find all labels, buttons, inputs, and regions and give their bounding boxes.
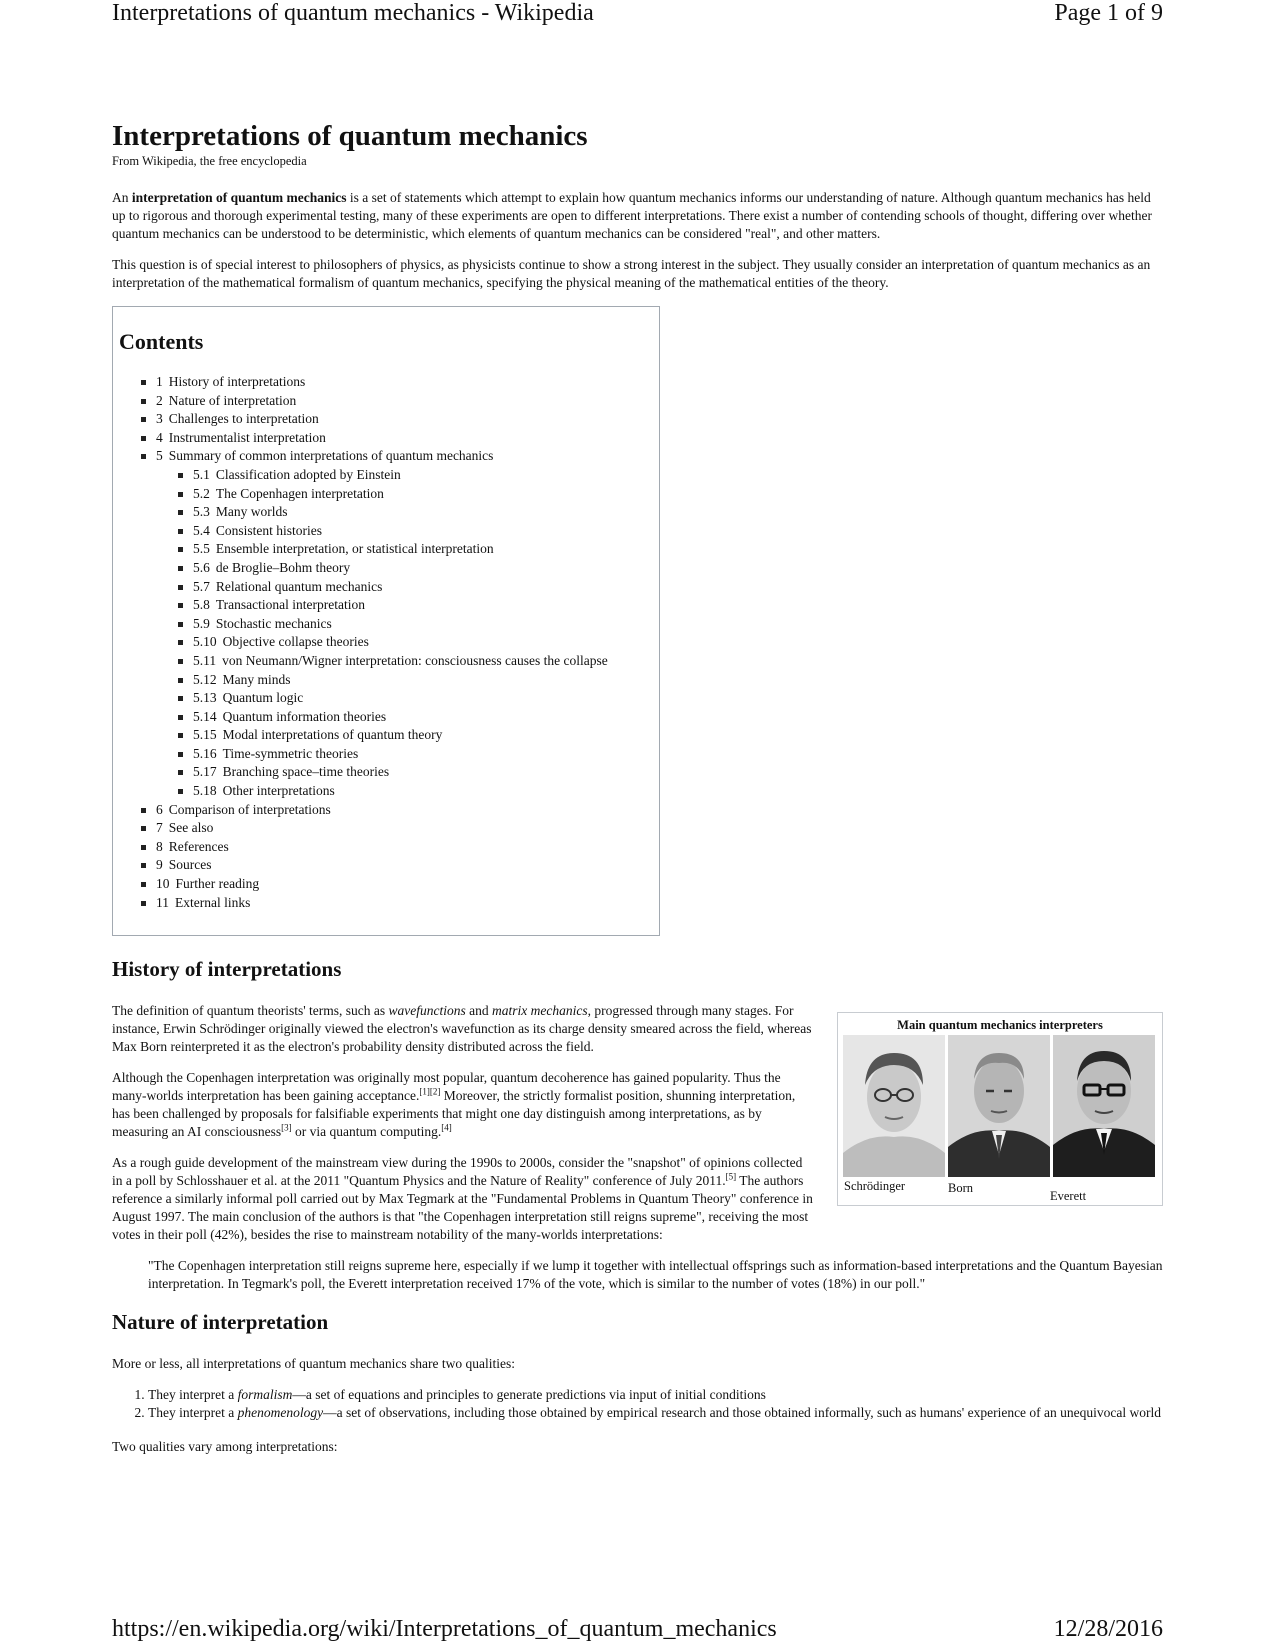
- term-matrix-mechanics: matrix mechanics: [492, 1003, 588, 1018]
- toc-item-number: 6: [156, 801, 163, 817]
- interpreters-figure: [837, 1012, 1163, 1206]
- toc-item-label[interactable]: History of interpretations: [168, 374, 306, 389]
- page-url: https://en.wikipedia.org/wiki/Interpretations_of_quantum_mechanics: [112, 1616, 777, 1642]
- toc-item-number: 10: [156, 876, 170, 892]
- toc-item[interactable]: [119, 540, 653, 559]
- toc-item[interactable]: [119, 578, 653, 597]
- toc-item-label[interactable]: Stochastic mechanics: [215, 615, 332, 631]
- toc-item-label[interactable]: References: [168, 838, 229, 854]
- toc-item-number: 5.14: [193, 708, 217, 724]
- history-text: Moreover, the strictly formalist position, shunning interpretation, has been challenged by proposals for falsifiable experiments that might one day distinguish among interpretations, as by measuring an AI consciousness: [112, 1088, 796, 1139]
- toc-item-label[interactable]: Time-symmetric theories: [222, 745, 359, 761]
- toc-item[interactable]: [119, 633, 653, 652]
- term-wavefunctions: wavefunctions: [388, 1003, 466, 1018]
- toc-item-label[interactable]: Sources: [168, 857, 212, 873]
- intro-paragraph-2: This question is of special interest to philosophers of physics, as physicists continue to show a strong interest in the subject. They usually consider an interpretation of quantum mechanics as an interpretation of the mathematical formalism of quantum mechanics, specifying the physical meaning of the mathematical entities of the theory.: [112, 257, 1151, 290]
- toc-item[interactable]: [119, 447, 653, 466]
- toc-item-label[interactable]: Quantum information theories: [222, 708, 387, 724]
- history-text: The authors reference a similarly informal poll carried out by Max Tegmark at the "Fundamental Problems in Quantum Theory" conference in August 1997. The main conclusion of the authors is that "the Copenhagen interpretation still reigns supreme", receiving the most votes in their poll (42%), besides the rise to mainstream notability of the many-worlds interpretations:: [112, 1173, 813, 1242]
- toc-item[interactable]: [119, 838, 653, 857]
- toc-item-number: 9: [156, 857, 163, 873]
- print-header: [112, 0, 1163, 27]
- toc-item-number: 5.18: [193, 783, 217, 799]
- toc-item-label[interactable]: See also: [168, 820, 214, 836]
- citation-link[interactable]: [3]: [281, 1122, 292, 1133]
- toc-item-label[interactable]: Relational quantum mechanics: [215, 578, 383, 594]
- toc-item[interactable]: [119, 522, 653, 541]
- toc-item[interactable]: [119, 689, 653, 708]
- toc-item-label[interactable]: Ensemble interpretation, or statistical interpretation: [215, 541, 494, 557]
- toc-item-label[interactable]: Quantum logic: [222, 690, 304, 706]
- toc-item-number: 5.3: [193, 504, 210, 520]
- history-text: As a rough guide development of the mainstream view during the 1990s to 2000s, consider the "snapshot" of opinions collected in a poll by Schlosshauer et al. at the 2011 "Quantum Physics and the Nature of Reality" conference of July 2011.: [112, 1155, 803, 1188]
- toc-item-label[interactable]: Branching space–time theories: [222, 764, 390, 780]
- toc-item[interactable]: [119, 894, 653, 913]
- toc-item[interactable]: [119, 856, 653, 875]
- toc-item-number: 5.10: [193, 634, 217, 650]
- toc-item-number: 5.12: [193, 671, 217, 687]
- toc-item-label[interactable]: Many worlds: [215, 504, 288, 520]
- toc-item[interactable]: [119, 726, 653, 745]
- citation-link[interactable]: [1][2]: [419, 1086, 441, 1097]
- poll-quote: "The Copenhagen interpretation still reigns supreme here, especially if we lump it together with intellectual offsprings such as information-based interpretations and the Quantum Bayesian interpretation. In Tegmark's poll, the Everett interpretation received 17% of the vote, which is similar to the number of votes (18%) in our poll.": [148, 1258, 1163, 1291]
- toc-item-number: 5.1: [193, 466, 210, 482]
- toc-item-number: 5.17: [193, 764, 217, 780]
- list-text: —a set of observations, including those obtained by empirical research and those obtained informally, such as humans' experience of an unequivocal world: [323, 1405, 1162, 1420]
- toc-item-number: 4: [156, 429, 163, 445]
- page-subtitle: From Wikipedia, the free encyclopedia: [112, 154, 307, 168]
- toc-item-label[interactable]: Classification adopted by Einstein: [215, 466, 401, 482]
- toc-item-number: 3: [156, 411, 163, 427]
- toc-item[interactable]: [119, 485, 653, 504]
- citation-link[interactable]: [5]: [725, 1171, 737, 1182]
- toc-item[interactable]: [119, 429, 653, 448]
- caption-schrodinger: Schrödinger: [844, 1179, 906, 1193]
- history-text: Although the Copenhagen interpretation was originally most popular, quantum decoherence has gained popularity. Thus the many-worlds interpretation has been gaining acceptance.: [112, 1070, 781, 1103]
- toc-item[interactable]: [119, 503, 653, 522]
- history-text: or via quantum computing.: [291, 1124, 442, 1139]
- history-text: The definition of quantum theorists' terms, such as: [112, 1003, 389, 1018]
- intro-bold-term: interpretation of quantum mechanics: [131, 190, 347, 205]
- list-text: They interpret a: [148, 1387, 238, 1402]
- toc-item-label[interactable]: The Copenhagen interpretation: [215, 485, 384, 501]
- intro-paragraph-1: [112, 189, 1163, 243]
- toc-item[interactable]: [119, 615, 653, 634]
- toc-item[interactable]: [119, 782, 653, 801]
- history-text: and: [465, 1003, 493, 1018]
- toc-item[interactable]: [119, 875, 653, 894]
- toc-title: Contents: [119, 329, 204, 354]
- toc-item[interactable]: [119, 652, 653, 671]
- toc-item-number: 5.8: [193, 597, 210, 613]
- toc-item[interactable]: [119, 745, 653, 764]
- table-of-contents: [112, 306, 660, 936]
- caption-born: Born: [948, 1181, 973, 1195]
- toc-item[interactable]: [119, 410, 653, 429]
- nature-intro: More or less, all interpretations of quantum mechanics share two qualities:: [112, 1356, 516, 1371]
- toc-item-label[interactable]: von Neumann/Wigner interpretation: consciousness causes the collapse: [222, 652, 608, 668]
- toc-item-number: 5: [156, 448, 163, 464]
- toc-item[interactable]: [119, 819, 653, 838]
- toc-item-number: 5.13: [193, 690, 217, 706]
- toc-item-number: 7: [156, 820, 163, 836]
- figure-title: Main quantum mechanics interpreters: [897, 1018, 1103, 1032]
- toc-item-number: 5.9: [193, 615, 210, 631]
- toc-item-number: 11: [156, 894, 169, 910]
- toc-item[interactable]: [119, 801, 653, 820]
- toc-item-label[interactable]: Transactional interpretation: [215, 597, 365, 613]
- print-header-title: Interpretations of quantum mechanics - Wikipedia: [112, 0, 594, 26]
- toc-item-label[interactable]: Modal interpretations of quantum theory: [222, 727, 443, 743]
- toc-item-number: 5.16: [193, 745, 217, 761]
- toc-item-number: 8: [156, 838, 163, 854]
- section-heading-nature: Nature of interpretation: [112, 1310, 329, 1334]
- article-body: [112, 120, 1163, 1469]
- toc-item[interactable]: [119, 708, 653, 727]
- toc-item[interactable]: [119, 596, 653, 615]
- toc-list: [119, 373, 653, 912]
- toc-item[interactable]: [119, 671, 653, 690]
- section-heading-history: History of interpretations: [112, 957, 342, 981]
- toc-item-number: 1: [156, 374, 163, 389]
- born-portrait[interactable]: [948, 1035, 1050, 1177]
- list-text: —a set of equations and principles to generate predictions via input of initial conditions: [292, 1387, 766, 1402]
- caption-everett: Everett: [1050, 1189, 1087, 1203]
- toc-item-label[interactable]: Objective collapse theories: [222, 634, 369, 650]
- toc-item-number: 5.5: [193, 541, 210, 557]
- citation-link[interactable]: [4]: [441, 1122, 452, 1133]
- toc-item-label[interactable]: Further reading: [175, 876, 260, 892]
- toc-item-label[interactable]: Other interpretations: [222, 783, 335, 799]
- print-date: 12/28/2016: [1053, 1616, 1163, 1642]
- toc-item-label[interactable]: Challenges to interpretation: [168, 411, 319, 427]
- everett-portrait[interactable]: [1053, 1035, 1155, 1177]
- toc-item-number: 5.2: [193, 485, 210, 501]
- toc-item-number: 5.15: [193, 727, 217, 743]
- toc-item-label[interactable]: External links: [175, 894, 251, 910]
- toc-item-number: 2: [156, 392, 163, 408]
- toc-item-label[interactable]: Many minds: [222, 671, 291, 687]
- page-title: Interpretations of quantum mechanics: [112, 120, 588, 152]
- toc-item-label[interactable]: Comparison of interpretations: [168, 801, 331, 817]
- toc-item-label[interactable]: Summary of common interpretations of quantum mechanics: [168, 448, 494, 464]
- toc-item-number: 5.4: [193, 522, 210, 538]
- toc-item-label[interactable]: Consistent histories: [215, 522, 323, 538]
- history-text: , progressed through many stages. For instance, Erwin Schrödinger originally viewed the electron's wavefunction as its charge density smeared across the field, whereas Max Born reinterpreted it as the electron's probability density distributed across the field.: [112, 1003, 812, 1054]
- intro-text: is a set of statements which attempt to explain how quantum mechanics informs our understanding of nature. Although quantum mechanics has held up to rigorous and thorough experimental testing, many of these experiments are open to different interpretations. There exist a number of contending schools of thought, differing over whether quantum mechanics can be understood to be deterministic, which elements of quantum mechanics can be considered "real", and other matters.: [112, 190, 1152, 241]
- list-item: [148, 1404, 1163, 1422]
- term-phenomenology: phenomenology: [237, 1405, 324, 1420]
- schrodinger-portrait[interactable]: [843, 1035, 945, 1177]
- toc-item[interactable]: [119, 559, 653, 578]
- toc-item-number: 5.7: [193, 578, 210, 594]
- toc-item-label[interactable]: de Broglie–Bohm theory: [215, 559, 351, 575]
- toc-item-label[interactable]: Instrumentalist interpretation: [168, 429, 326, 445]
- toc-item-number: 5.11: [193, 652, 217, 668]
- term-formalism: formalism: [237, 1387, 293, 1402]
- intro-text: An: [112, 190, 132, 205]
- toc-item-number: 5.6: [193, 559, 210, 575]
- nature-outro: Two qualities vary among interpretations:: [112, 1439, 338, 1454]
- toc-item[interactable]: [119, 373, 653, 392]
- print-footer: [112, 1616, 1163, 1643]
- toc-item[interactable]: [119, 392, 653, 411]
- qualities-list: [112, 1386, 1163, 1422]
- toc-item[interactable]: [119, 763, 653, 782]
- list-text: They interpret a: [148, 1405, 238, 1420]
- toc-item[interactable]: [119, 466, 653, 485]
- print-page-number: Page 1 of 9: [1054, 0, 1163, 26]
- toc-item-label[interactable]: Nature of interpretation: [168, 392, 297, 408]
- list-item: [148, 1386, 1163, 1404]
